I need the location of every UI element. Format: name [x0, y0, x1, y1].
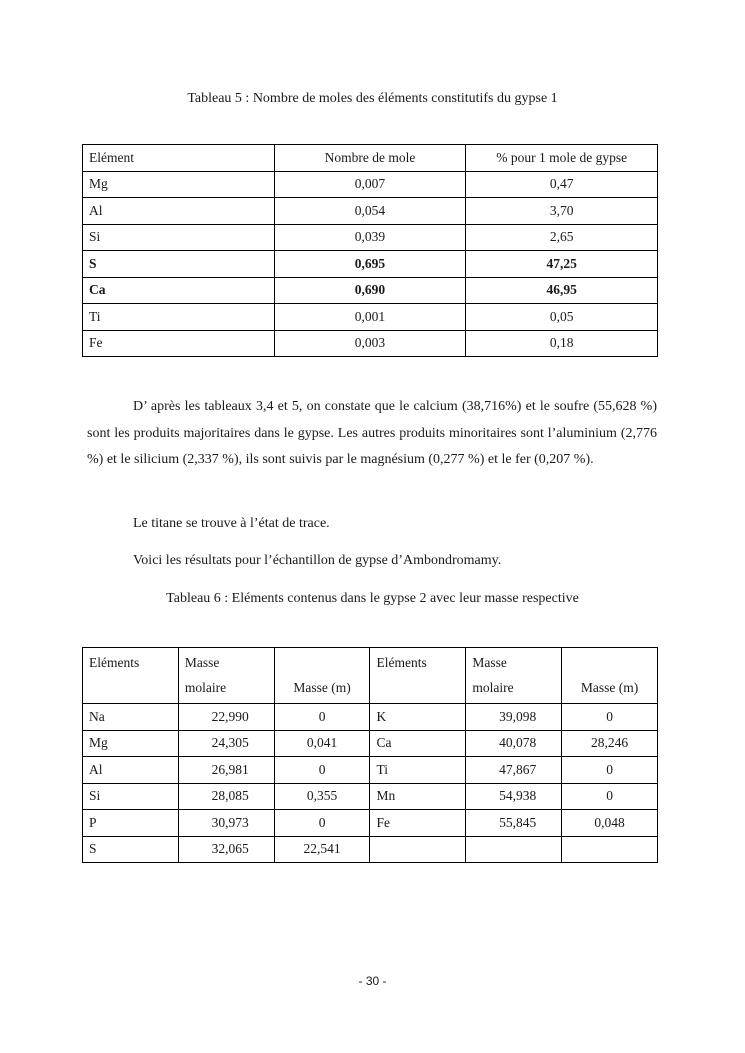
- table-row: [83, 836, 658, 863]
- table5-cell: 3,70: [466, 198, 658, 225]
- table-row: [83, 810, 658, 837]
- table6-header-molaire: molaire: [184, 680, 227, 695]
- table6-cell: 54,938: [466, 783, 562, 810]
- table-row: [83, 224, 658, 251]
- table5-cell: 2,65: [466, 224, 658, 251]
- table6-cell: [466, 836, 562, 863]
- table6-cell: Na: [83, 704, 179, 731]
- table6-cell: S: [83, 836, 179, 863]
- table5-cell: Ti: [83, 304, 275, 331]
- table6-cell: 0: [562, 757, 658, 784]
- table6-cell: 0: [562, 783, 658, 810]
- table6-cell: 32,065: [178, 836, 274, 863]
- table6-cell: Mg: [83, 730, 179, 757]
- table5-cell: Fe: [83, 330, 275, 357]
- table5-cell: 0,47: [466, 171, 658, 198]
- table6: [82, 647, 658, 863]
- table5-cell: Ca: [83, 277, 275, 304]
- table6-cell: 22,541: [274, 836, 370, 863]
- table5-cell: 0,003: [274, 330, 466, 357]
- table6-cell: 0: [274, 810, 370, 837]
- body-line-titane: Le titane se trouve à l’état de trace.: [133, 516, 330, 531]
- table6-cell: 0: [274, 757, 370, 784]
- table6-header-molaire: molaire: [472, 680, 514, 695]
- table5-cell: Al: [83, 198, 275, 225]
- table6-cell: 47,867: [466, 757, 562, 784]
- table6-cell: Ti: [370, 757, 466, 784]
- body-line-results: Voici les résultats pour l’échantillon de gypse d’Ambondromamy.: [133, 553, 502, 568]
- table6-cell: Ca: [370, 730, 466, 757]
- table5-cell: Si: [83, 224, 275, 251]
- table6-header-masse: Masse: [472, 655, 507, 670]
- table-row: [83, 171, 658, 198]
- body-paragraph: D’ après les tableaux 3,4 et 5, on constate que le calcium (38,716%) et le soufre (55,628 %) sont les produits majoritaires dans le gypse. Les autres produits minoritaires sont l’aluminium (2,776 %) et le silicium (2,337 %), ils sont suivis par le magnésium (0,277 %) et le fer (0,207 %).: [87, 399, 657, 467]
- table5-cell: S: [83, 251, 275, 278]
- table6-cell: Si: [83, 783, 179, 810]
- table5-header-percent: % pour 1 mole de gypse: [466, 145, 658, 172]
- table6-cell: [370, 836, 466, 863]
- table6-cell: K: [370, 704, 466, 731]
- table6-header-elements: Eléments: [83, 648, 179, 704]
- table5-cell: 0,695: [274, 251, 466, 278]
- table5-cell: 0,05: [466, 304, 658, 331]
- table6-header-masse-m: Masse (m): [274, 648, 370, 704]
- table6-header-masse-molaire: [178, 648, 274, 704]
- table6-cell: 30,973: [178, 810, 274, 837]
- table6-cell: 0,041: [274, 730, 370, 757]
- table-row: [83, 730, 658, 757]
- table5-cell: Mg: [83, 171, 275, 198]
- table-row: [83, 330, 658, 357]
- table6-cell: 28,085: [178, 783, 274, 810]
- table6-cell: Fe: [370, 810, 466, 837]
- table5-header-element: Elément: [83, 145, 275, 172]
- table6-cell: 0: [274, 704, 370, 731]
- table6-caption: Tableau 6 : Eléments contenus dans le gypse 2 avec leur masse respective: [166, 591, 579, 606]
- table6-cell: 0,355: [274, 783, 370, 810]
- table5-cell: 0,054: [274, 198, 466, 225]
- table-row: [83, 198, 658, 225]
- table-row: [83, 757, 658, 784]
- table5-cell: 47,25: [466, 251, 658, 278]
- table5-cell: 0,690: [274, 277, 466, 304]
- table-row: [83, 277, 658, 304]
- table6-cell: 26,981: [178, 757, 274, 784]
- table5-cell: 0,039: [274, 224, 466, 251]
- table5: [82, 144, 658, 357]
- table6-cell: 28,246: [562, 730, 658, 757]
- table-row: [83, 783, 658, 810]
- table6-cell: 0: [562, 704, 658, 731]
- table5-cell: 0,18: [466, 330, 658, 357]
- table5-cell: 46,95: [466, 277, 658, 304]
- table6-header-masse: Masse: [184, 655, 220, 670]
- table6-cell: 39,098: [466, 704, 562, 731]
- table6-cell: 55,845: [466, 810, 562, 837]
- table6-cell: Mn: [370, 783, 466, 810]
- table6-header-masse-m-2: Masse (m): [562, 648, 658, 704]
- table6-cell: 40,078: [466, 730, 562, 757]
- table-row: [83, 251, 658, 278]
- table6-cell: 24,305: [178, 730, 274, 757]
- table6-header-masse-molaire-2: [466, 648, 562, 704]
- table6-cell: 0,048: [562, 810, 658, 837]
- table5-cell: 0,007: [274, 171, 466, 198]
- table6-cell: P: [83, 810, 179, 837]
- table6-cell: Al: [83, 757, 179, 784]
- table6-cell: [562, 836, 658, 863]
- table6-header-row: [83, 648, 658, 704]
- table6-cell: 22,990: [178, 704, 274, 731]
- table6-header-elements-2: Eléments: [370, 648, 466, 704]
- table5-header-moles: Nombre de mole: [274, 145, 466, 172]
- page-number: - 30 -: [358, 974, 387, 988]
- table-row: [83, 304, 658, 331]
- table5-cell: 0,001: [274, 304, 466, 331]
- table5-header-row: [83, 145, 658, 172]
- table5-caption: Tableau 5 : Nombre de moles des éléments constitutifs du gypse 1: [187, 91, 558, 106]
- table-row: [83, 704, 658, 731]
